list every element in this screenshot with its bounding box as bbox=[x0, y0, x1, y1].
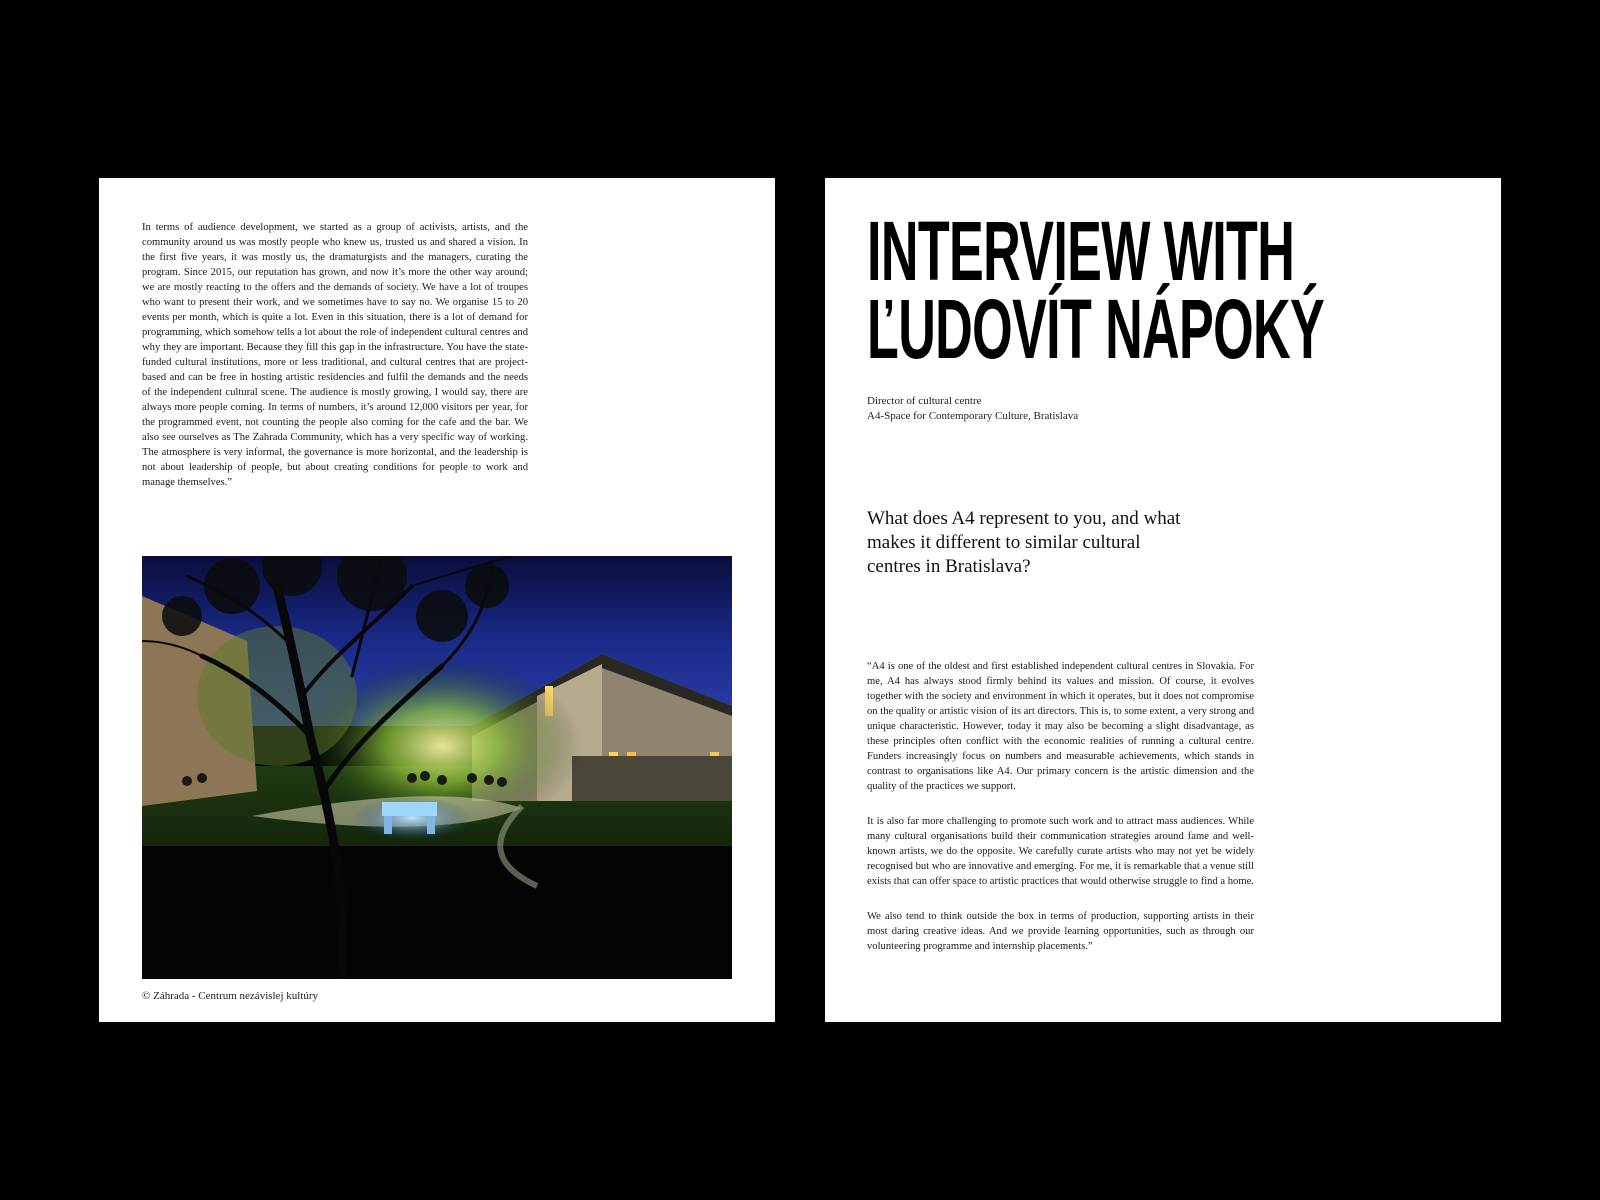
title-line-2: ĽUDOVÍT NÁPOKÝ bbox=[867, 282, 1325, 376]
title-line-1: INTERVIEW WITH bbox=[867, 204, 1295, 298]
role-line-1: Director of cultural centre bbox=[867, 395, 982, 407]
interview-answer bbox=[867, 659, 1254, 974]
interviewee-role bbox=[867, 394, 1078, 424]
right-page bbox=[825, 178, 1501, 1022]
interview-question: What does A4 represent to you, and what makes it different to similar cultural centres in Bratislava? bbox=[867, 508, 1181, 577]
photo-caption: © Záhrada - Centrum nezávislej kultúry bbox=[142, 990, 319, 1002]
page-number-right: 21 bbox=[1472, 592, 1485, 609]
answer-paragraph-2: It is also far more challenging to promote such work and to attract mass audiences. While many cultural organisations build their communication strategies around fame and well-known artists, we do the opposite. We carefully curate artists who may not yet be widely recognised but who are innovative and emerging. For me, it is remarkable that a venue still exists that can offer space to artistic practices that would otherwise struggle to find a home. bbox=[867, 816, 1254, 887]
role-line-2: A4-Space for Contemporary Culture, Bratislava bbox=[867, 410, 1079, 422]
left-page bbox=[99, 178, 775, 1022]
answer-paragraph-1: “A4 is one of the oldest and first established independent cultural centres in Slovakia. For me, A4 has always stood firmly behind its values and mission. Of course, it evolves together with the society and environment in which it operates, but it does not compromise on the quality or artistic vision of its art directors. This is, to some extent, a very strong and unique characteristic. However, today it may also be becoming a slight disadvantage, as these principles often conflict with the economic realities of running a cultural centre. Funders increasingly focus on numbers and measurable achievements, which stands in contrast to organisations like A4. Our primary concern is the artistic dimension and the quality of the practices we support. bbox=[867, 661, 1254, 792]
left-body-text: In terms of audience development, we started as a group of activists, artists, and the community around us was mostly people who knew us, trusted us and shared a vision. In the first five years, it was mostly us, the dramaturgists and the managers, curating the program. Since 2015, our reputation has grown, and now it’s more the other way around; we are mostly reacting to the offers and the demands of society. We have a lot of troupes who want to present their work, and we sometimes have to say no. We organise 15 to 20 events per month, which is quite a lot. Even in this situation, there is a lot of demand for programming, which somehow tells a lot about the role of independent cultural centres and why they are important. Because they fill this gap in the infrastructure. You have the state-funded cultural institutions, more or less traditional, and cultural centres that are project-based and can be free in hosting artistic residencies and fulfil the demands and the needs of the independent cultural scene. The audience is mostly growing, I would say, there are always more people coming. In terms of numbers, it’s around 12,000 visitors per year, for the programmed event, not counting the people also coming for the cafe and the bar. We also see ourselves as The Zahrada Community, which has a very specific way of working. The atmosphere is very informal, the governance is more horizontal, and the leadership is not about leadership of people, but about creating conditions for people to work and manage themselves.” bbox=[142, 222, 528, 488]
interview-title bbox=[867, 204, 1325, 376]
page-number-left: 20 bbox=[114, 592, 127, 609]
night-garden-photo bbox=[142, 556, 732, 979]
answer-paragraph-3: We also tend to think outside the box in terms of production, supporting artists in their most daring creative ideas. And we provide learning opportunities, such as through our volunteering programme and internship placements.” bbox=[867, 911, 1254, 952]
